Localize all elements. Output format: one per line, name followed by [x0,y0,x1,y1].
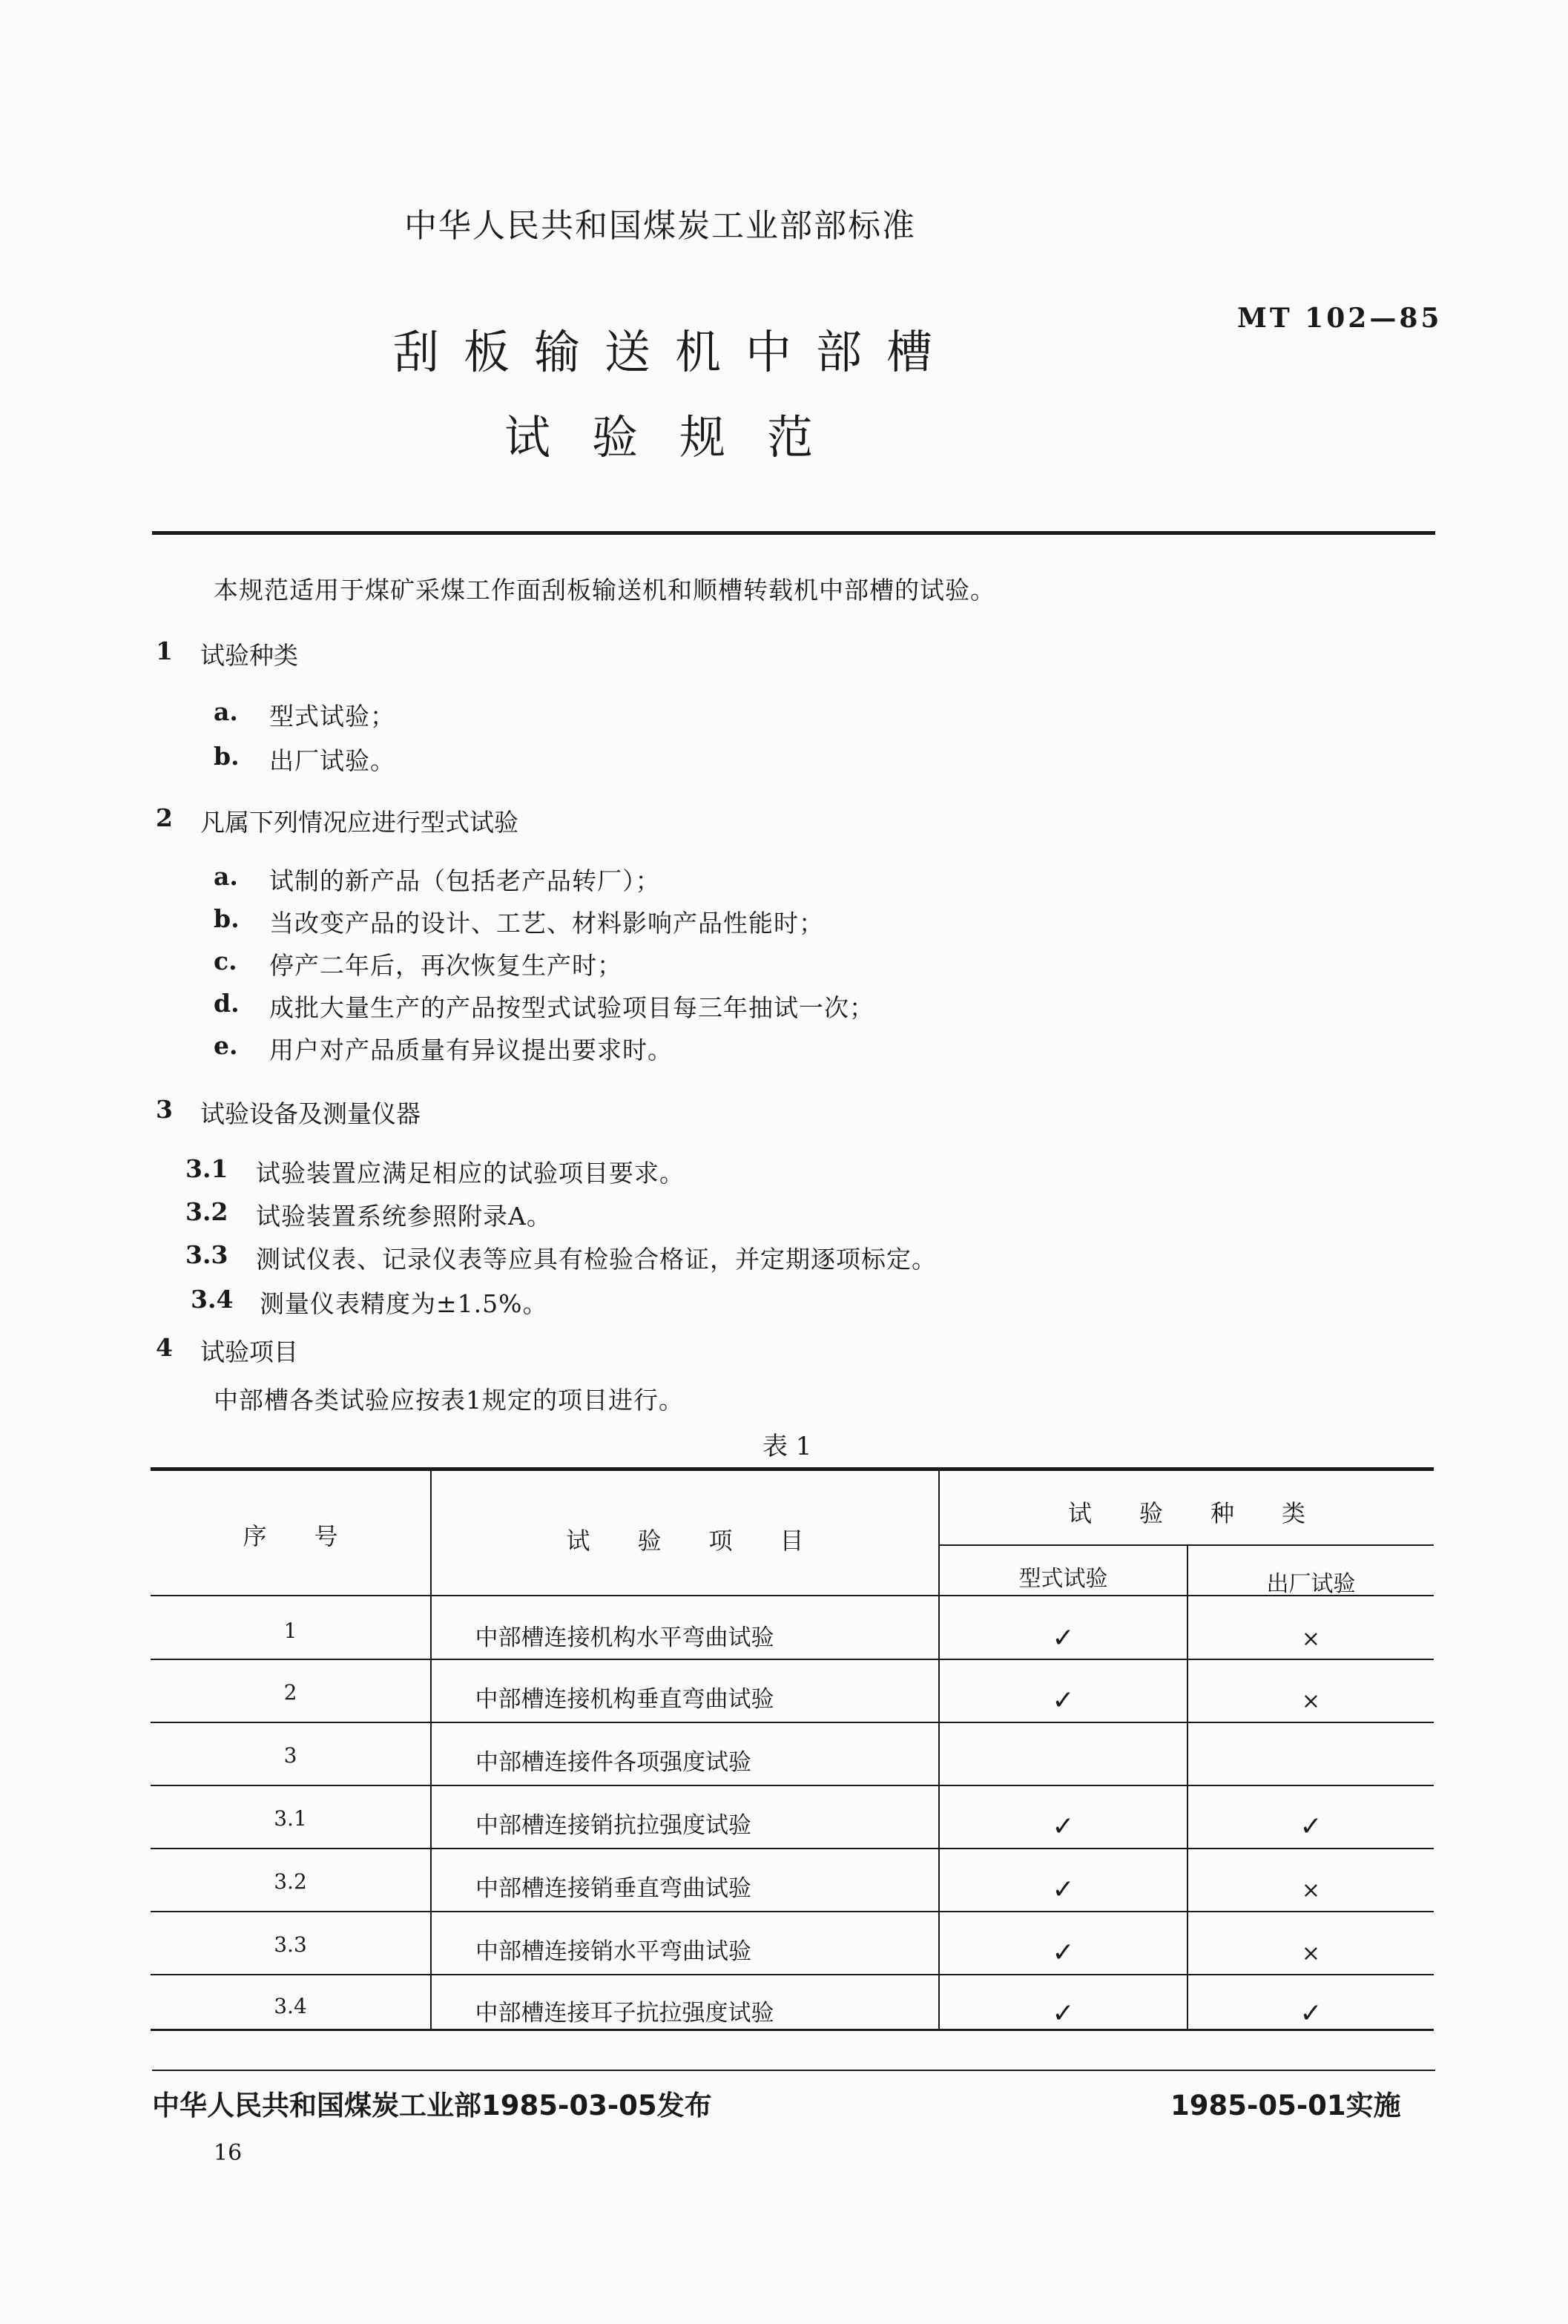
table-row-seq: 1 [283,1619,297,1643]
issuing-authority: 中华人民共和国煤炭工业部部标准 [404,207,916,245]
table-top-rule [151,1467,1434,1471]
check-mark-icon: ✓ [1052,1685,1075,1716]
section-1-item-a-letter: a. [214,697,238,726]
cross-mark-icon: × [1301,1688,1321,1714]
clause-3-1-text: 试验装置应满足相应的试验项目要求。 [256,1159,685,1188]
table-header-type: 试 验 种 类 [1067,1499,1305,1527]
section-2-item-b-letter: b. [214,904,240,933]
document-title: 刮板输送机中部槽 [393,325,958,379]
table-caption: 表 1 [762,1432,812,1461]
cross-mark-icon: × [1301,1626,1321,1652]
check-mark-icon: ✓ [1299,1998,1322,2029]
section-2-item-d-text: 成批大量生产的产品按型式试验项目每三年抽试一次； [269,993,874,1022]
section-1-number: 1 [156,636,173,665]
table-row-item: 中部槽连接耳子抗拉强度试验 [475,2000,774,2027]
section-2-item-a-text: 试制的新产品（包括老产品转厂）； [269,866,661,895]
section-2-item-d-letter: d. [214,989,240,1018]
section-1-item-b-letter: b. [214,742,240,771]
section-1-title: 试验种类 [200,641,298,670]
table-row-seq: 3.4 [274,1994,307,2018]
section-1-item-b-text: 出厂试验。 [269,746,395,775]
section-2-item-a-letter: a. [214,862,238,891]
table-row-seq: 2 [283,1680,297,1705]
table-row-seq: 3.1 [274,1806,307,1831]
table-row-seq: 3.2 [274,1869,307,1894]
table-type-subheader-divider [938,1544,1434,1546]
standard-number: MT 102—85 [1237,303,1443,334]
section-4-paragraph: 中部槽各类试验应按表1规定的项目进行。 [214,1386,684,1415]
table-header-item: 试 验 项 目 [566,1527,804,1555]
clause-3-2-number: 3.2 [185,1197,228,1226]
table-bottom-rule [151,2029,1434,2031]
header-rule [152,531,1435,535]
clause-3-3-text: 测试仪表、记录仪表等应具有检验合格证，并定期逐项标定。 [256,1245,937,1274]
section-2-title: 凡属下列情况应进行型式试验 [200,808,518,837]
table-row-divider [151,1785,1434,1786]
clause-3-3-number: 3.3 [185,1240,228,1269]
section-1-item-a-text: 型式试验； [269,702,395,731]
table-row-seq: 3 [283,1743,297,1768]
table-row-divider [151,1848,1434,1849]
section-2-item-e-text: 用户对产品质量有异议提出要求时。 [269,1036,673,1064]
table-row-divider [151,1722,1434,1723]
issue-date: 中华人民共和国煤炭工业部1985-03-05发布 [152,2090,712,2121]
document-subtitle: 试验规范 [504,410,855,464]
cross-mark-icon: × [1301,1940,1321,1966]
section-2-item-e-letter: e. [214,1031,238,1060]
table-row-item: 中部槽连接销水平弯曲试验 [475,1938,751,1965]
clause-3-1-number: 3.1 [185,1154,228,1183]
section-4-title: 试验项目 [200,1337,298,1366]
section-3-title: 试验设备及测量仪器 [200,1099,421,1128]
table-row-item: 中部槽连接件各项强度试验 [475,1749,751,1776]
table-row-divider [151,1911,1434,1912]
check-mark-icon: ✓ [1052,1938,1075,1968]
table-header-seq: 序 号 [243,1522,338,1550]
table-row-item: 中部槽连接机构垂直弯曲试验 [475,1686,774,1713]
clause-3-4-number: 3.4 [191,1285,234,1314]
check-mark-icon: ✓ [1299,1811,1322,1842]
table-row-item: 中部槽连接销抗拉强度试验 [475,1812,751,1839]
check-mark-icon: ✓ [1052,1811,1075,1842]
section-2-item-c-letter: c. [214,947,237,975]
clause-3-2-text: 试验装置系统参照附录A。 [256,1202,552,1231]
table-row-seq: 3.3 [274,1932,307,1957]
cross-mark-icon: × [1301,1877,1321,1903]
table-row-item: 中部槽连接销垂直弯曲试验 [475,1875,751,1902]
table-header-type-test: 型式试验 [1018,1566,1108,1592]
section-2-item-c-text: 停产二年后，再次恢复生产时； [269,951,622,980]
check-mark-icon: ✓ [1052,1623,1075,1653]
table-header-factory-test: 出厂试验 [1266,1571,1356,1597]
table-row-divider [151,1974,1434,1975]
effective-date: 1985-05-01实施 [1170,2090,1401,2121]
check-mark-icon: ✓ [1052,1998,1075,2029]
section-2-item-b-text: 当改变产品的设计、工艺、材料影响产品性能时； [269,909,824,938]
footer-rule [152,2070,1435,2071]
section-2-number: 2 [156,803,173,832]
table-row-item: 中部槽连接机构水平弯曲试验 [475,1625,774,1651]
scope-paragraph: 本规范适用于煤矿采煤工作面刮板输送机和顺槽转载机中部槽的试验。 [214,576,995,605]
table-row-divider [151,1659,1434,1660]
clause-3-4-text: 测量仪表精度为±1.5%。 [260,1289,548,1318]
page-number: 16 [214,2140,243,2166]
check-mark-icon: ✓ [1052,1874,1075,1905]
section-4-number: 4 [156,1333,173,1362]
section-3-number: 3 [156,1095,173,1124]
